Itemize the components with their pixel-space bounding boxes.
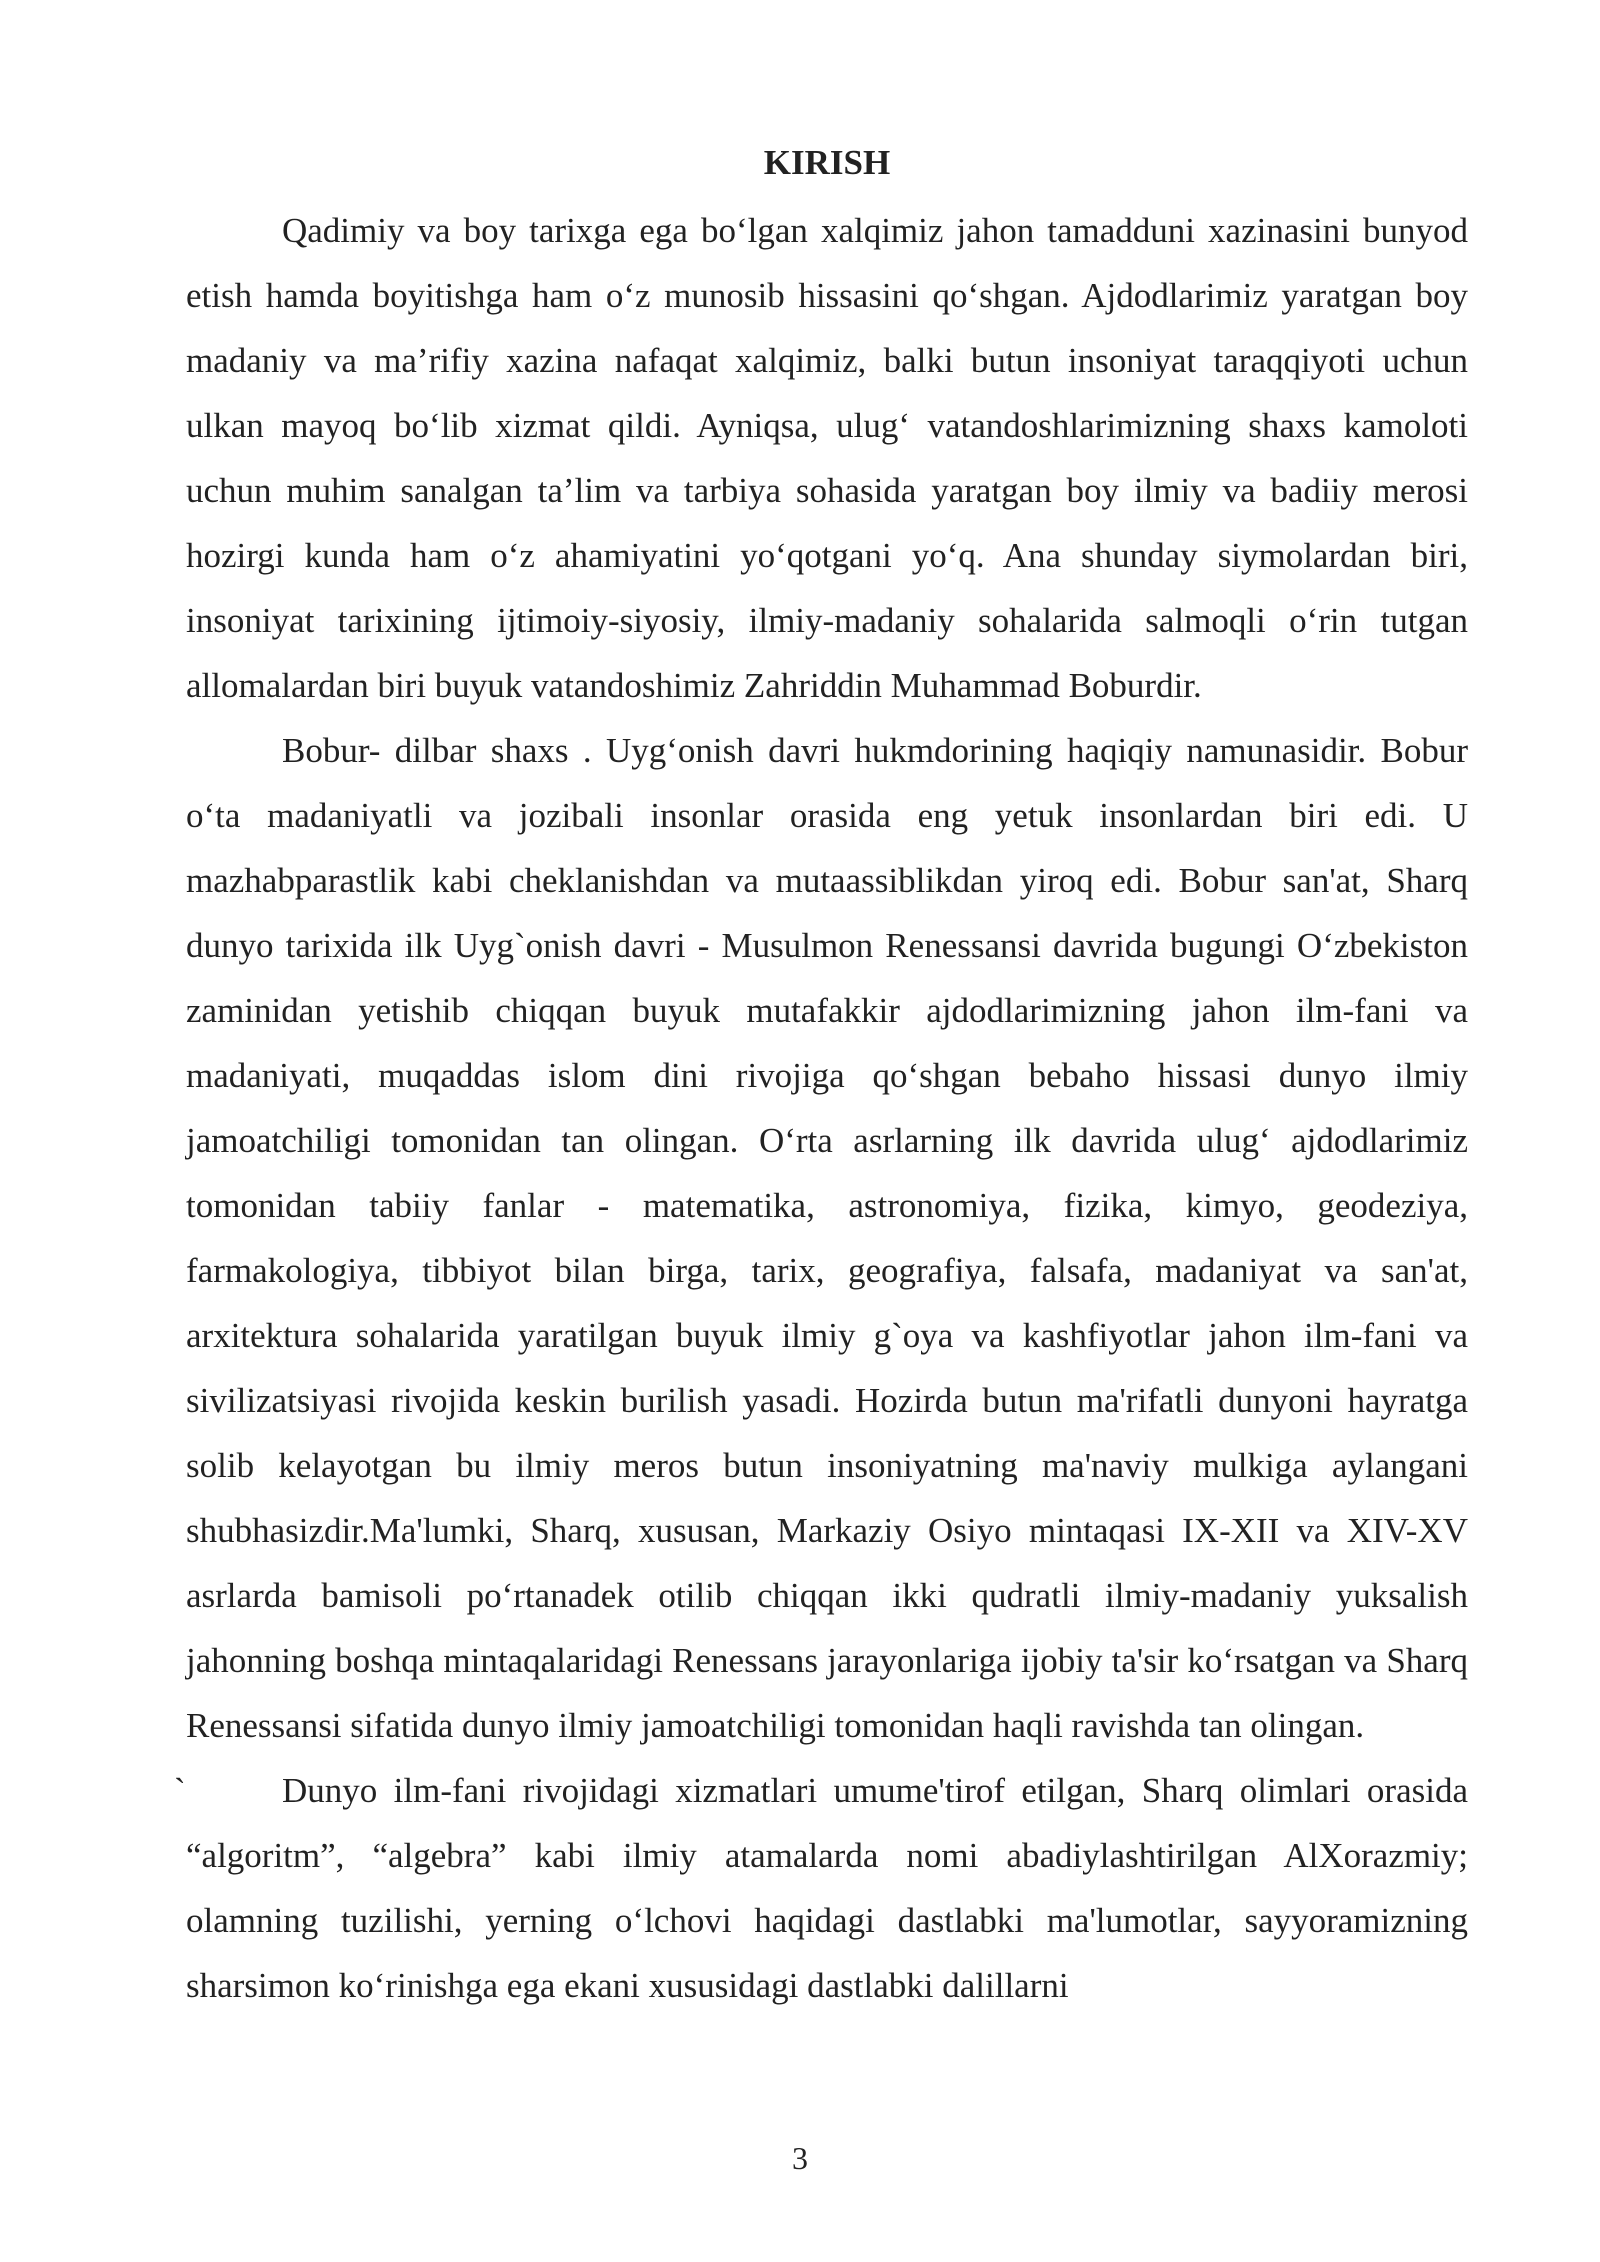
paragraph-intro: Qadimiy va boy tarixga ega bo‘lgan xalqimiz jahon tamadduni xazinasini bunyod etish hamda boyitishga ham o‘z munosib hissasini qo‘shgan. Ajdodlarimiz yaratgan boy madaniy va ma’rifiy xazina nafaqat xalqimiz, balki butun insoniyat taraqqiyoti uchun ulkan mayoq bo‘lib xizmat qildi. Ayniqsa, ulug‘ vatandoshlarimizning shaxs kamoloti uchun muhim sanalgan ta’lim va tarbiya sohasida yaratgan boy ilmiy va badiiy merosi hozirgi kunda ham o‘z ahamiyatini yo‘qotgani yo‘q. Ana shunday siymolardan biri, insoniyat tarixining ijtimoiy-siyosiy, ilmiy-madaniy sohalarida salmoqli o‘rin tutgan allomalardan biri buyuk vatandoshimiz Zahriddin Muhammad Boburdir. [186,211,1468,705]
document-page [174,135,1468,2018]
paragraph-bobur: Bobur- dilbar shaxs . Uyg‘onish davri hukmdorining haqiqiy namunasidir. Bobur o‘ta madaniyatli va jozibali insonlar orasida eng yetuk insonlardan biri edi. U mazhabparastlik kabi cheklanishdan va mutaassiblikdan yiroq edi. Bobur san'at, Sharq dunyo tarixida ilk Uyg`onish davri - Musulmon Renessansi davrida bugungi O‘zbekiston zaminidan yetishib chiqqan buyuk mutafakkir ajdodlarimizning jahon ilm-fani va madaniyati, muqaddas islom dini rivojiga qo‘shgan bebaho hissasi dunyo ilmiy jamoatchiligi tomonidan tan olingan. O‘rta asrlarning ilk davrida ulug‘ ajdodlarimiz tomonidan tabiiy fanlar - matematika, astronomiya, fizika, kimyo, geodeziya, farmakologiya, tibbiyot bilan birga, tarix, geografiya, falsafa, madaniyat va san'at, arxitektura sohalarida yaratilgan buyuk ilmiy g`oya va kashfiyotlar jahon ilm-fani va sivilizatsiyasi rivojida keskin burilish yasadi. Hozirda butun ma'rifatli dunyoni hayratga solib kelayotgan bu ilmiy meros butun insoniyatning ma'naviy mulkiga aylangani shubhasizdir.Ma'lumki, Sharq, xususan, Markaziy Osiyo mintaqasi IX-XII va XIV-XV asrlarda bamisoli po‘rtanadek otilib chiqqan ikki qudratli ilmiy-madaniy yuksalish jahonning boshqa mintaqalaridagi Renessans jarayonlariga ijobiy ta'sir ko‘rsatgan va Sharq Renessansi sifatida dunyo ilmiy jamoatchiligi tomonidan haqli ravishda tan olingan. [186,731,1468,1745]
stray-backtick-mark: ` [174,1771,186,1810]
paragraph-scholars-wrapper [174,1758,1468,2018]
page-title: KIRISH [763,143,891,182]
paragraph-scholars: Dunyo ilm-fani rivojidagi xizmatlari umume'tirof etilgan, Sharq olimlari orasida “algoritm”, “algebra” kabi ilmiy atamalarda nomi abadiylashtirilgan AlXorazmiy; olamning tuzilishi, yerning o‘lchovi haqidagi dastlabki ma'lumotlar, sayyoramizning sharsimon ko‘rinishga ega ekani xususidagi dastlabki dalillarni [186,1771,1468,2005]
page-number: 3 [792,2140,808,2176]
